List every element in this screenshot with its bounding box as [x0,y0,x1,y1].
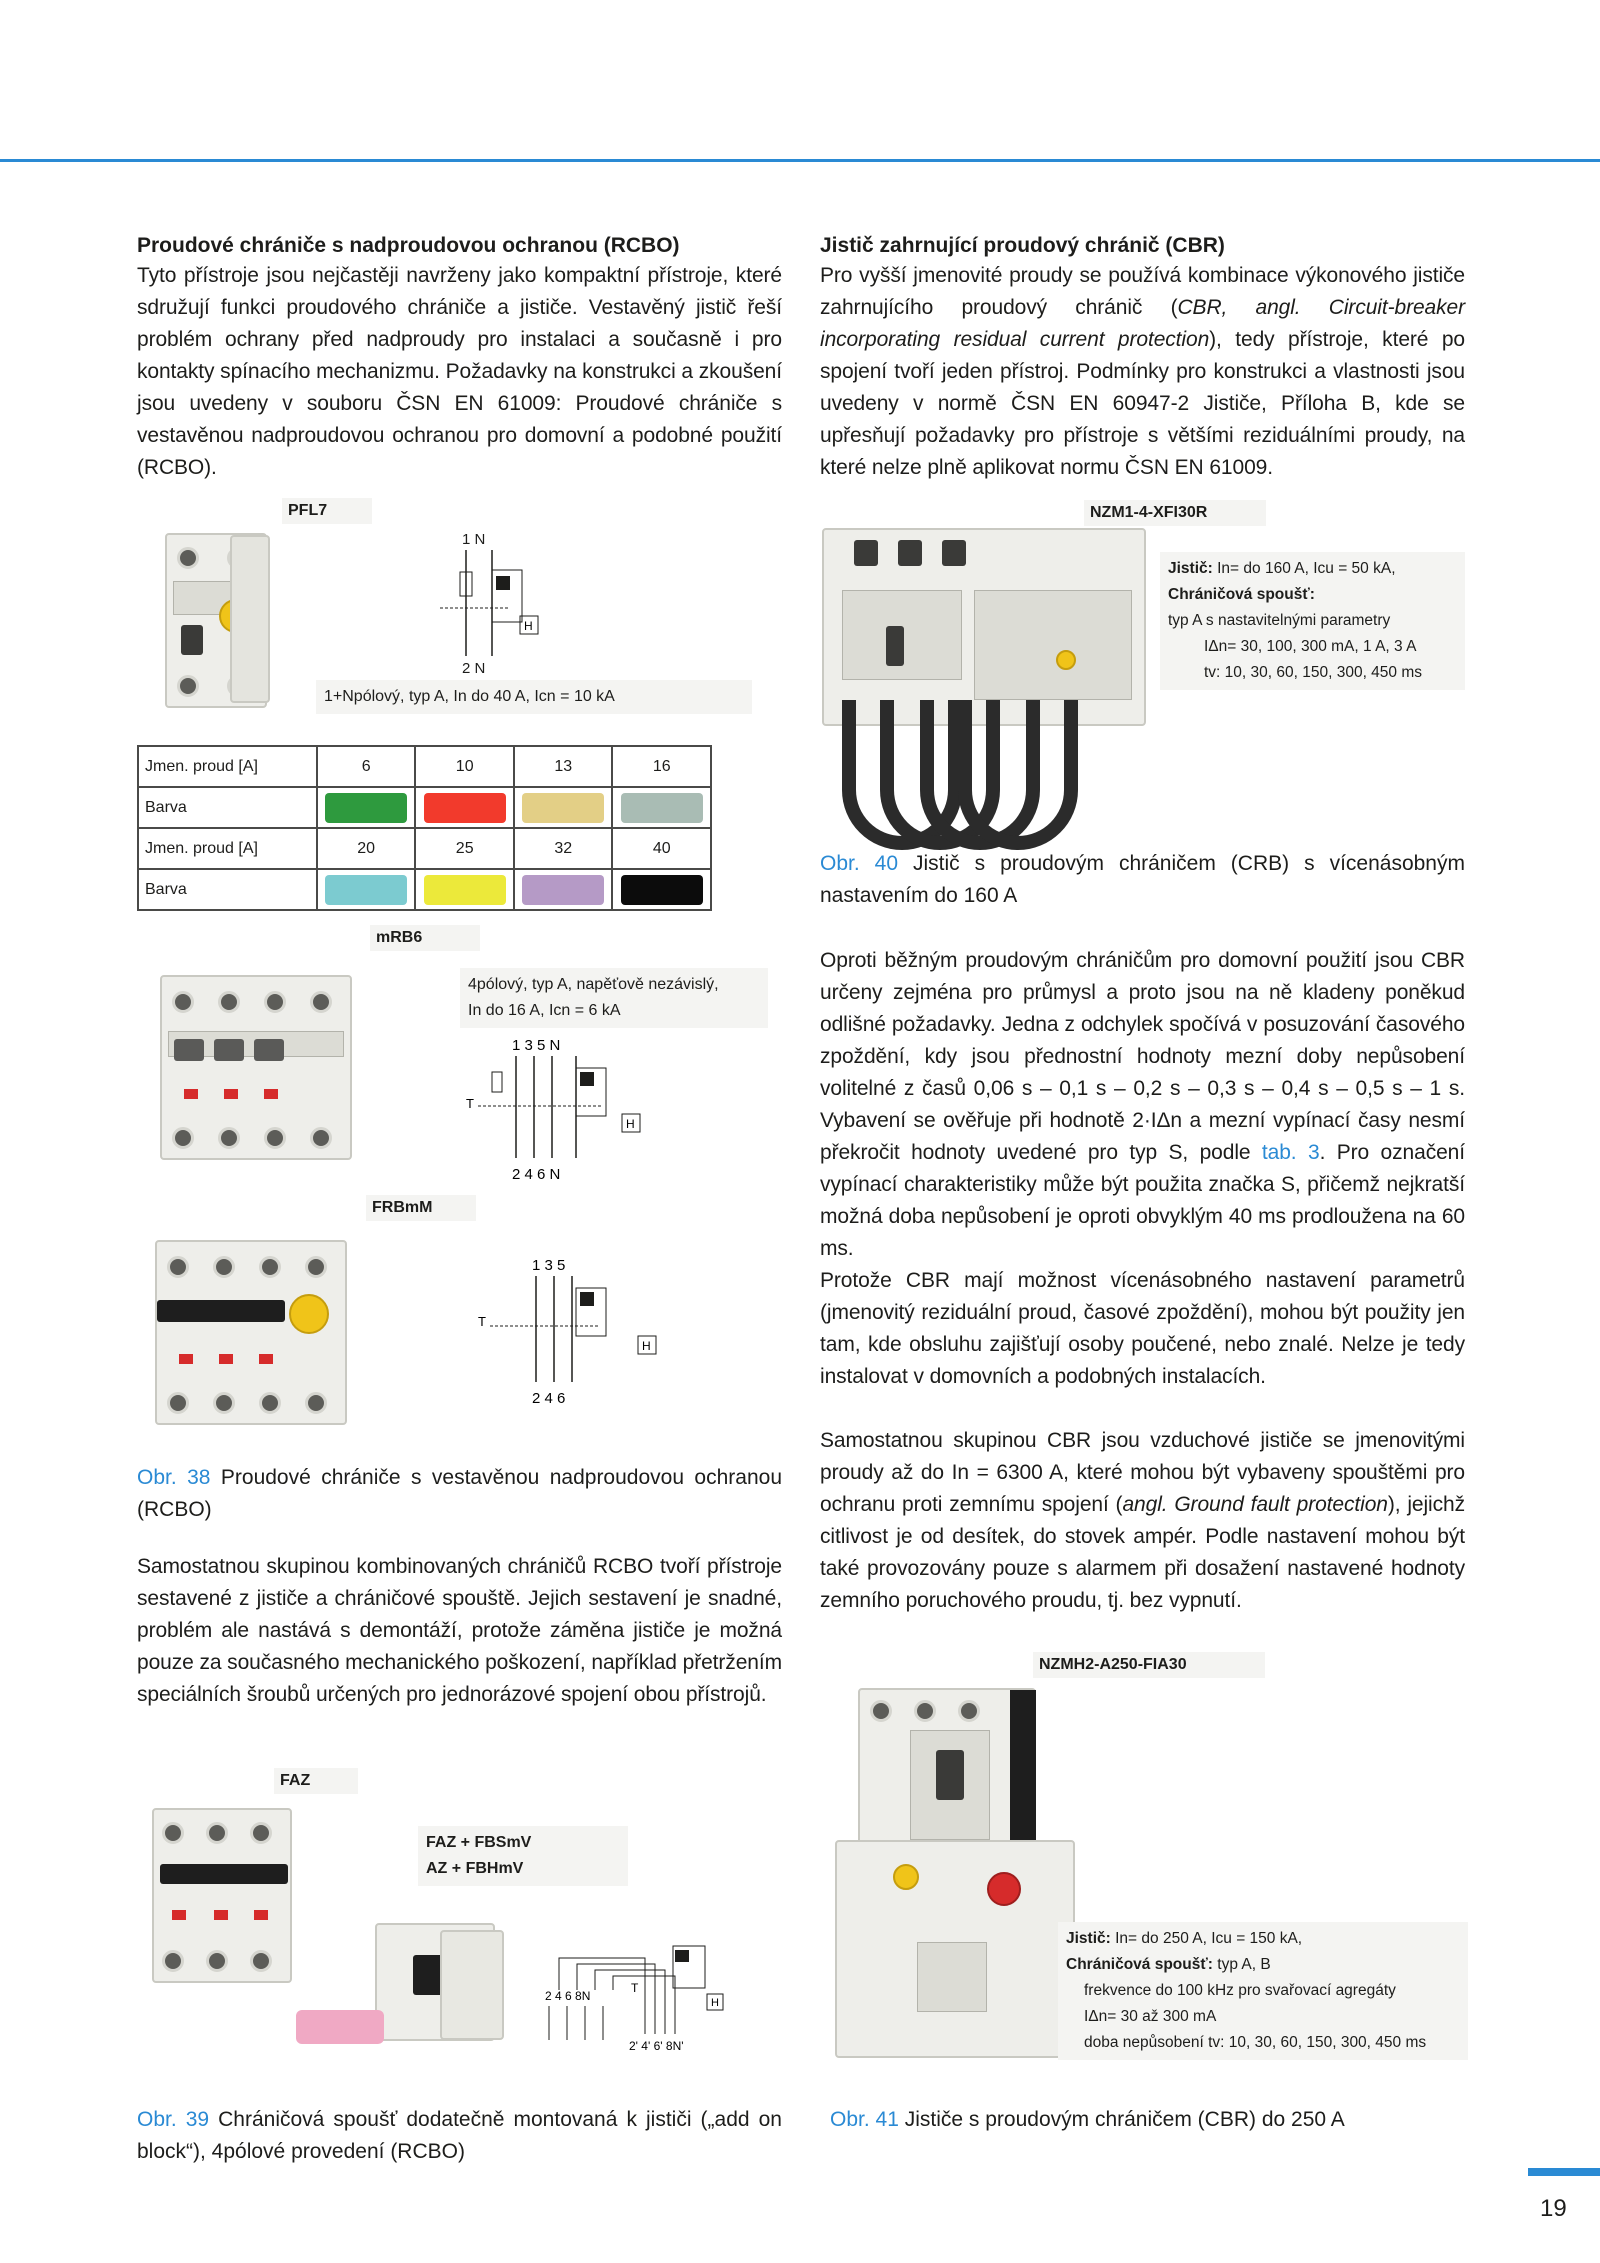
color-swatch [621,793,703,823]
nzm1-device-image [822,528,1146,726]
frbmm-tag: FRBmM [366,1195,476,1221]
faz-schematic-top: 2 4 6 8N [545,1989,591,2003]
nzmh2-tag: NZMH2-A250-FIA30 [1033,1652,1265,1678]
faz-device-image [152,1808,292,1983]
pfl7-tag: PFL7 [282,498,372,524]
right-column [820,232,1465,484]
frbmm-device-image [155,1240,347,1425]
cbr-details [820,945,1465,1617]
table-row [138,746,711,787]
table-cell-label: Barva [138,787,317,828]
table-cell-value: 20 [317,828,416,869]
figure-40-caption: Obr. 40 Jistič s proudovým chráničem (CRB) s vícenásobným nastavením do 160 A [820,852,1465,907]
combo-section [137,1551,782,1711]
faz-tag: FAZ [274,1768,358,1794]
pfl7-side-image [230,535,270,703]
cbr-delay-paragraph: Oproti běžným proudovým chráničům pro domovní použití jsou CBR určeny zejména pro průmysl a proto jsou na ně kladeny poněkud odlišné požadavky. Jedna z odchylek spočívá v posuzování časového zpoždění, kdy jsou přednostní hodnoty mezní doby nepůsobení volitelné z časů 0,06 s – 0,1 s – 0,2 s – 0,3 s – 0,4 s – 0,5 s – 1 s. Vybavení se ověřuje při hodnotě 2·IΔn a mezní vypínací časy nesmí překročit hodnoty uvedené pro typ S, podle tab. 3. Pro označení vypínací charakteristiky může být použita značka S, přičemž nejkratší možná doba nepůsobení je oproti obvyklým 40 ms prodloužena na 60 ms. [820,949,1465,1260]
svg-text:T: T [478,1314,486,1329]
faz-fbs-schematic [545,1944,775,2054]
current-color-table [137,745,712,911]
cable-image [958,700,1078,850]
figure-39-caption: Obr. 39 Chráničová spoušť dodatečně montovaná k jističi („add on block“), 4pólové provedení (RCBO) [137,2108,782,2163]
table-cell-value: 10 [415,746,514,787]
nzmh2-back-image [1010,1690,1036,1840]
mrb6-schematic [462,1036,662,1186]
cbr-paragraph: Pro vyšší jmenovité proudy se používá kombinace výkonového jističe zahrnujícího proudový chránič (CBR, angl. Circuit-breaker incorporating residual current protection), tedy přístroje, které po spojení tvoří jeden přístroj. Podmínky pro konstrukci a vlastnosti jsou uvedeny v normě ČSN EN 60947-2 Jističe, Příloha B, kde se upřesňují požadavky pro přístroje s většími reziduálními proudy, na které nelze plně aplikovat normu ČSN EN 61009. [820,264,1465,479]
table-cell-label: Barva [138,869,317,910]
table-row [138,787,711,828]
table-row [138,828,711,869]
nzmh2-specs: Jistič: In= do 250 A, Icu = 150 kA, Chráničová spoušť: typ A, B frekvence do 100 kHz pro svařovací agregáty IΔn= 30 až 300 mA doba nepůsobení tv: 10, 30, 60, 150, 300, 450 ms [1058,1922,1468,2060]
table-cell-value: 16 [612,746,711,787]
color-swatch [522,875,604,905]
table-cell-label: Jmen. proud [A] [138,746,317,787]
figure-41-caption: Obr. 41 Jističe s proudovým chráničem (CBR) do 250 A [830,2108,1345,2131]
svg-text:H: H [626,1117,635,1131]
cbr-heading: Jistič zahrnující proudový chránič (CBR) [820,234,1225,257]
nzm1-specs: Jistič: In= do 160 A, Icu = 50 kA, Chráničová spoušť: typ A s nastavitelnými parametry IΔn= 30, 100, 300 mA, 1 A, 3 A tv: 10, 30, 60, 150, 300, 450 ms [1160,552,1465,690]
pfl7-schematic-top: 1 N [462,531,486,548]
mrb6-schematic-bottom: 2 4 6 N [512,1166,561,1183]
rcbo-heading: Proudové chrániče s nadproudovou ochranou (RCBO) [137,234,680,257]
table-3-link[interactable]: tab. 3 [1261,1141,1320,1164]
table-cell-label: Jmen. proud [A] [138,828,317,869]
mrb6-schematic-top: 1 3 5 N [512,1037,561,1054]
svg-text:H: H [711,1997,719,2009]
cbr-air-paragraph: Samostatnou skupinou CBR jsou vzduchové jističe se jmenovitými proudy až do In = 6300 A, které mohou být vybaveny spouštěmi pro ochranu proti zemnímu spojení (angl. Ground fault protection), jejichž citlivost je od desítek, do stovek ampér. Podle nastavení mohou být také provozovány pouze s alarmem při dosažení nastavené hodnoty zemního poruchového proudu, tj. bez vypnutí. [820,1429,1465,1612]
page-number: 19 [1540,2195,1567,2222]
frbmm-schematic [470,1256,670,1406]
pfl7-schematic [430,530,570,680]
table-cell-value: 40 [612,828,711,869]
frbmm-schematic-top: 1 3 5 [532,1257,566,1274]
color-swatch [325,793,407,823]
faz-fbs-side-image [440,1930,504,2040]
color-swatch [424,793,506,823]
header-rule [0,159,1600,162]
table-cell-value: 6 [317,746,416,787]
mrb6-device-image [160,975,352,1160]
pfl7-schematic-bottom: 2 N [462,660,486,677]
table-cell-value: 25 [415,828,514,869]
mrb6-description: 4pólový, typ A, napěťově nezávislý, In do 16 A, Icn = 6 kA [460,968,768,1028]
figure-38-caption: Obr. 38 Proudové chrániče s vestavěnou nadproudovou ochranou (RCBO) [137,1466,782,1521]
mrb6-tag: mRB6 [370,925,480,951]
left-column [137,232,782,484]
table-cell-value: 13 [514,746,613,787]
svg-text:H: H [524,619,533,633]
combo-paragraph: Samostatnou skupinou kombinovaných chráničů RCBO tvoří přístroje sestavené z jističe a chráničové spouště. Jejich sestavení je snadné, problém ale nastává s demontáží, protože záměna jističe je možná pouze za současného mechanického poškození, například přetržením speciálních šroubů určených pro jednorázové spojení obou přístrojů. [137,1555,782,1706]
busbar-image [296,2010,384,2044]
svg-text:T: T [631,1981,639,1995]
faz-schematic-bottom: 2' 4' 6' 8N' [629,2039,684,2053]
nzm1-tag: NZM1-4-XFI30R [1084,500,1266,526]
page-number-bar [1528,2168,1600,2176]
table-row [138,869,711,910]
svg-text:T: T [466,1096,474,1111]
rcbo-paragraph: Tyto přístroje jsou nejčastěji navrženy jako kompaktní přístroje, které sdružují funkci proudového chrániče a jističe. Vestavěný jistič řeší problém ochrany před nadproudy pro instalaci a současně i pro kontakty spínacího mechanizmu. Požadavky na konstrukci a zkoušení jsou uvedeny v souboru ČSN EN 61009: Proudové chrániče s vestavěnou nadproudovou ochranou pro domovní a podobné použití (RCBO). [137,264,782,479]
frbmm-schematic-bottom: 2 4 6 [532,1390,566,1406]
nzmh2-rcd-image [835,1840,1075,2058]
pfl7-description: 1+Npólový, typ A, In do 40 A, Icn = 10 kA [316,680,752,714]
cbr-settings-paragraph: Protože CBR mají možnost vícenásobného nastavení parametrů (jmenovitý reziduální proud, časové zpoždění), mohou být použity jen tam, kde obsluhu zajišťují osoby poučené, nebo znalé. Nelze je tedy instalovat v domovních a podobných instalacích. [820,1269,1465,1388]
color-swatch [621,875,703,905]
color-swatch [522,793,604,823]
color-swatch [424,875,506,905]
table-cell-value: 32 [514,828,613,869]
color-swatch [325,875,407,905]
faz-fbs-tag: FAZ + FBSmV AZ + FBHmV [418,1826,628,1886]
svg-text:H: H [642,1339,651,1353]
